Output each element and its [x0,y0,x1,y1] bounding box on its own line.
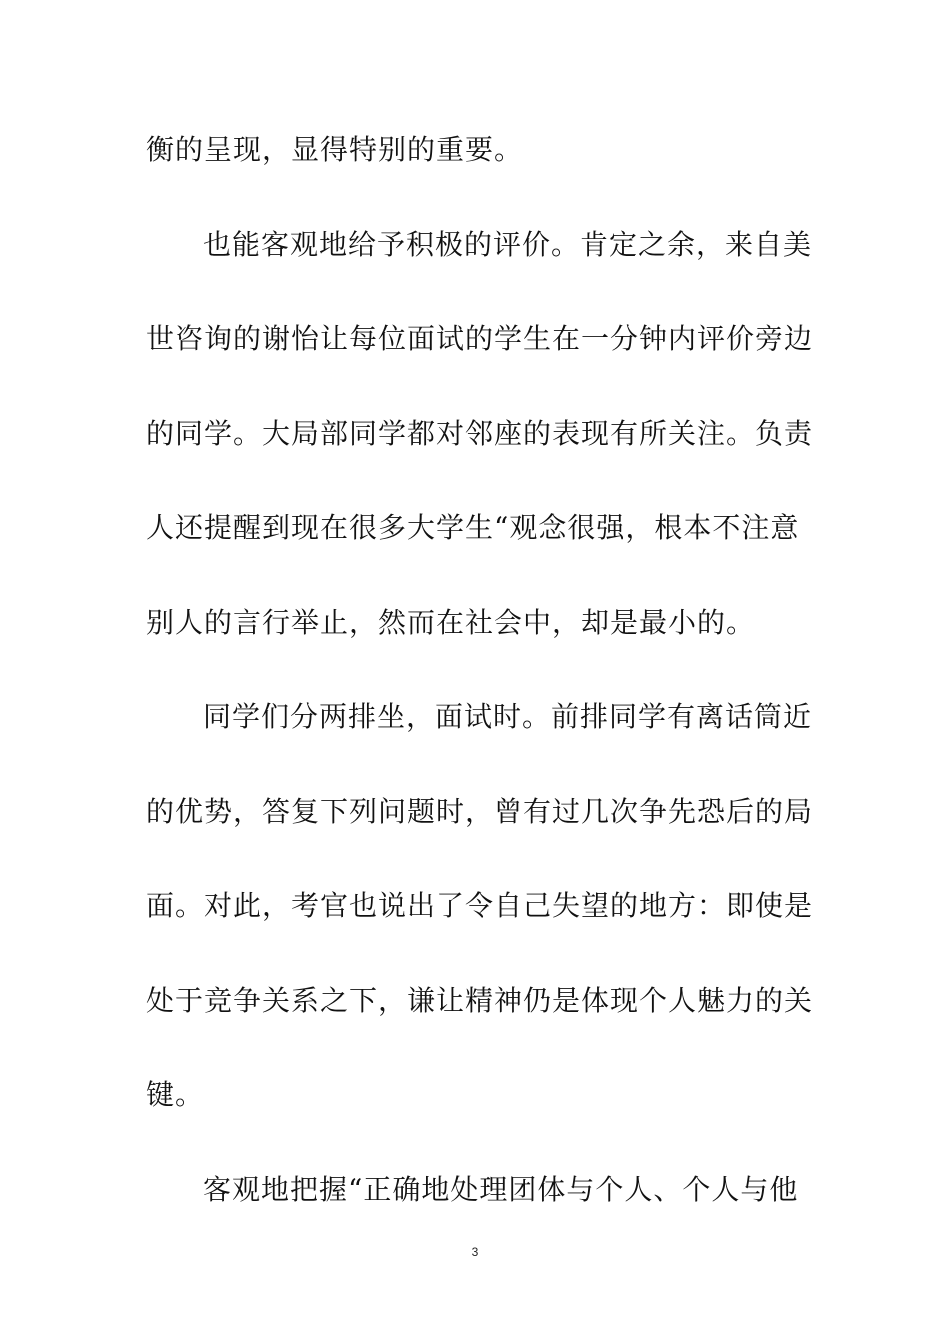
text-line: 键。 [146,1078,205,1111]
text-line: 别人的言行举止，然而在社会中，却是最小的。 [146,606,756,639]
text-line: 的同学。大局部同学都对邻座的表现有所关注。负责 [146,417,814,450]
text-line: 的优势，答复下列问题时，曾有过几次争先恐后的局 [146,795,814,828]
paragraph-start-line: 同学们分两排坐，面试时。前排同学有离话筒近 [203,700,813,733]
page-number: 3 [471,1245,479,1259]
paragraph-start-line: 客观地把握“正确地处理团体与个人、个人与他 [203,1173,799,1206]
text-line: 衡的呈现，显得特别的重要。 [146,133,524,166]
text-line: 人还提醒到现在很多大学生“观念很强，根本不注意 [146,511,800,544]
text-line: 世咨询的谢怡让每位面试的学生在一分钟内评价旁边 [146,322,814,355]
text-line: 处于竞争关系之下，谦让精神仍是体现个人魅力的关 [146,984,814,1017]
paragraph-start-line: 也能客观地给予积极的评价。肯定之余，来自美 [203,228,813,261]
text-line: 面。对此，考官也说出了令自己失望的地方：即使是 [146,889,814,922]
